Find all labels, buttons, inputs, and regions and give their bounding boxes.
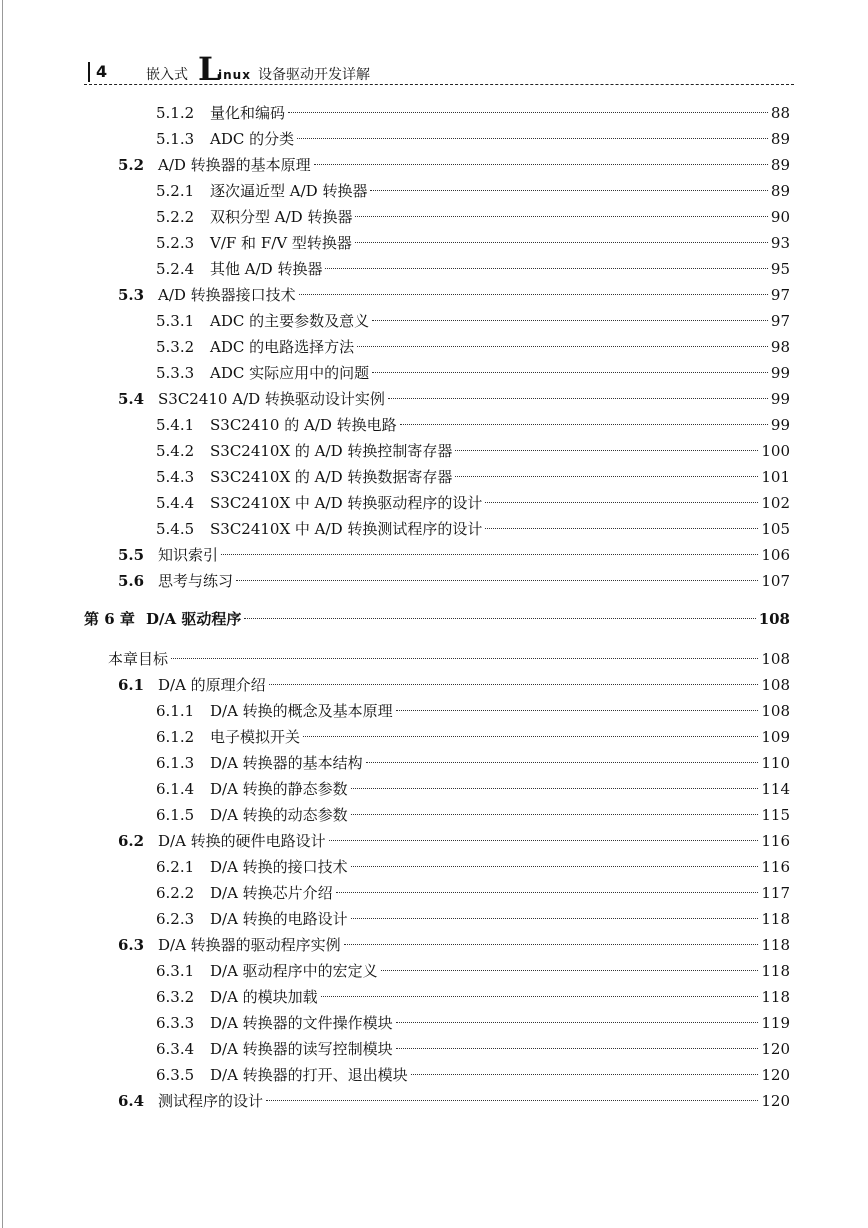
toc-entry[interactable]	[156, 726, 790, 748]
dot-leader	[266, 1100, 758, 1101]
dot-leader	[455, 476, 758, 477]
entry-number: 6.3.3	[156, 1014, 195, 1032]
entry-number: 6.1.5	[156, 806, 195, 824]
entry-page: 102	[761, 494, 790, 512]
toc-entry[interactable]	[118, 388, 790, 410]
entry-page: 99	[770, 364, 790, 382]
entry-page: 99	[770, 390, 790, 408]
entry-number: 6.1.4	[156, 780, 195, 798]
entry-title: S3C2410X 中 A/D 转换驱动程序的设计	[210, 494, 483, 512]
dot-leader	[221, 554, 758, 555]
entry-number: 6.1.3	[156, 754, 195, 772]
toc-entry[interactable]	[156, 752, 790, 774]
entry-page: 97	[770, 312, 790, 330]
entry-page: 100	[761, 442, 790, 460]
dot-leader	[314, 164, 768, 165]
dot-leader	[297, 138, 768, 139]
entry-number: 5.2	[118, 156, 145, 174]
entry-number: 5.5	[118, 546, 145, 564]
dot-leader	[355, 242, 768, 243]
toc-entry[interactable]	[156, 1038, 790, 1060]
entry-page: 95	[770, 260, 790, 278]
dot-leader	[269, 684, 759, 685]
toc-entry[interactable]	[156, 102, 790, 124]
entry-title: A/D 转换器接口技术	[158, 286, 296, 304]
entry-title: D/A 转换的硬件电路设计	[158, 832, 326, 850]
toc-entry[interactable]	[156, 128, 790, 150]
entry-page: 90	[770, 208, 790, 226]
entry-page: 108	[761, 676, 790, 694]
toc-entry[interactable]	[156, 700, 790, 722]
dot-leader	[370, 190, 767, 191]
dot-leader	[303, 736, 758, 737]
toc-entry[interactable]	[156, 492, 790, 514]
entry-title: ADC 的电路选择方法	[210, 338, 355, 356]
toc-entry[interactable]	[156, 986, 790, 1008]
dot-leader	[455, 450, 758, 451]
entry-number: 6.1	[118, 676, 145, 694]
toc-entry[interactable]	[156, 232, 790, 254]
toc-entry[interactable]	[118, 830, 790, 852]
toc-entry[interactable]	[118, 934, 790, 956]
toc-entry[interactable]	[156, 778, 790, 800]
entry-title: 本章目标	[108, 650, 169, 668]
entry-page: 110	[761, 754, 790, 772]
dot-leader	[411, 1074, 759, 1075]
entry-title: S3C2410X 的 A/D 转换数据寄存器	[210, 468, 453, 486]
entry-title: 电子模拟开关	[210, 728, 301, 746]
dot-leader	[355, 216, 767, 217]
entry-number: 6.1.2	[156, 728, 195, 746]
entry-page: 108	[761, 650, 790, 668]
entry-title: ADC 的分类	[210, 130, 295, 148]
toc-entry[interactable]	[156, 180, 790, 202]
toc-entry[interactable]	[118, 154, 790, 176]
toc-entry[interactable]	[156, 804, 790, 826]
series-name: 嵌入式	[146, 67, 188, 83]
entry-title: D/A 转换器的驱动程序实例	[158, 936, 341, 954]
entry-title: S3C2410X 中 A/D 转换测试程序的设计	[210, 520, 483, 538]
page-edge-rule	[2, 0, 3, 1228]
entry-page: 120	[761, 1092, 790, 1110]
entry-title: S3C2410 的 A/D 转换电路	[210, 416, 397, 434]
dot-leader	[244, 618, 755, 619]
dot-leader	[171, 658, 758, 659]
dot-leader	[299, 294, 768, 295]
dot-leader	[388, 398, 768, 399]
entry-page: 108	[761, 702, 790, 720]
dot-leader	[381, 970, 759, 971]
entry-page: 88	[770, 104, 790, 122]
entry-number: 5.2.2	[156, 208, 195, 226]
entry-title: D/A 转换的接口技术	[210, 858, 348, 876]
entry-title: A/D 转换器的基本原理	[158, 156, 311, 174]
toc-entry[interactable]	[156, 466, 790, 488]
dot-leader	[288, 112, 768, 113]
dot-leader	[336, 892, 759, 893]
linux-logo-letter: L	[198, 50, 221, 88]
entry-number: 5.3.1	[156, 312, 195, 330]
entry-page: 97	[770, 286, 790, 304]
entry-page: 109	[761, 728, 790, 746]
entry-title: D/A 转换器的打开、退出模块	[210, 1066, 408, 1084]
toc-entry[interactable]	[108, 648, 790, 670]
entry-title: ADC 实际应用中的问题	[210, 364, 370, 382]
dot-leader	[357, 346, 768, 347]
entry-title: D/A 转换器的文件操作模块	[210, 1014, 393, 1032]
entry-page: 118	[761, 910, 790, 928]
entry-page: 108	[758, 610, 790, 628]
dot-leader	[372, 320, 768, 321]
dot-leader	[329, 840, 759, 841]
entry-page: 105	[761, 520, 790, 538]
toc-entry[interactable]	[156, 258, 790, 280]
running-header	[84, 50, 794, 88]
entry-title: D/A 驱动程序中的宏定义	[210, 962, 378, 980]
entry-title: D/A 转换器的读写控制模块	[210, 1040, 393, 1058]
entry-number: 5.2.3	[156, 234, 195, 252]
dot-leader	[351, 814, 759, 815]
entry-page: 118	[761, 988, 790, 1006]
entry-number: 5.4.1	[156, 416, 195, 434]
entry-page: 93	[770, 234, 790, 252]
entry-page: 106	[761, 546, 790, 564]
entry-number: 5.3.3	[156, 364, 195, 382]
entry-number: 5.6	[118, 572, 145, 590]
entry-number: 5.2.4	[156, 260, 195, 278]
entry-title: D/A 的模块加载	[210, 988, 318, 1006]
entry-title: 其他 A/D 转换器	[210, 260, 323, 278]
header-bar	[88, 62, 90, 82]
entry-number: 6.3.5	[156, 1066, 195, 1084]
entry-page: 107	[761, 572, 790, 590]
entry-title: D/A 转换器的基本结构	[210, 754, 363, 772]
entry-number: 6.2.3	[156, 910, 195, 928]
toc-entry[interactable]	[156, 960, 790, 982]
page-number: 4	[96, 62, 108, 81]
entry-title: ADC 的主要参数及意义	[210, 312, 370, 330]
entry-number: 6.3.1	[156, 962, 195, 980]
entry-number: 6.3	[118, 936, 145, 954]
entry-title: 测试程序的设计	[158, 1092, 264, 1110]
entry-page: 89	[770, 182, 790, 200]
entry-number: 5.1.3	[156, 130, 195, 148]
entry-page: 99	[770, 416, 790, 434]
entry-page: 89	[770, 156, 790, 174]
book-title: 设备驱动开发详解	[258, 67, 370, 83]
entry-title: D/A 转换的静态参数	[210, 780, 348, 798]
toc-entry[interactable]	[156, 362, 790, 384]
entry-number: 5.4.4	[156, 494, 195, 512]
toc-entry[interactable]	[118, 570, 790, 592]
entry-page: 116	[761, 858, 790, 876]
entry-page: 114	[761, 780, 790, 798]
dot-leader	[396, 1048, 759, 1049]
entry-number: 6.2	[118, 832, 145, 850]
dot-leader	[236, 580, 758, 581]
entry-page: 120	[761, 1040, 790, 1058]
entry-title: D/A 转换芯片介绍	[210, 884, 333, 902]
toc-entry[interactable]	[156, 1064, 790, 1086]
entry-title: 思考与练习	[158, 572, 234, 590]
entry-number: 6.3.4	[156, 1040, 195, 1058]
entry-number: 5.1.2	[156, 104, 195, 122]
entry-title: 逐次逼近型 A/D 转换器	[210, 182, 368, 200]
toc-entry[interactable]	[156, 518, 790, 540]
entry-page: 117	[761, 884, 790, 902]
toc-entry[interactable]	[156, 1012, 790, 1034]
entry-page: 116	[761, 832, 790, 850]
dot-leader	[485, 528, 758, 529]
entry-number: 6.2.1	[156, 858, 195, 876]
toc-entry[interactable]	[118, 544, 790, 566]
toc-entry[interactable]	[156, 856, 790, 878]
dot-leader	[351, 788, 759, 789]
entry-page: 115	[761, 806, 790, 824]
entry-title: D/A 转换的动态参数	[210, 806, 348, 824]
toc-entry[interactable]	[118, 674, 790, 696]
entry-title: D/A 的原理介绍	[158, 676, 266, 694]
dot-leader	[485, 502, 758, 503]
dot-leader	[366, 762, 759, 763]
entry-title: D/A 转换的电路设计	[210, 910, 348, 928]
toc-entry[interactable]	[156, 336, 790, 358]
dot-leader	[321, 996, 759, 997]
entry-page: 118	[761, 962, 790, 980]
toc-entry[interactable]	[156, 440, 790, 462]
toc-entry[interactable]	[156, 414, 790, 436]
entry-title: 知识索引	[158, 546, 219, 564]
entry-page: 89	[770, 130, 790, 148]
entry-page: 118	[761, 936, 790, 954]
chapter-title: D/A 驱动程序	[146, 610, 242, 628]
toc-entry[interactable]	[118, 1090, 790, 1112]
toc-entry[interactable]	[156, 908, 790, 930]
dot-leader	[396, 1022, 759, 1023]
toc-entry[interactable]	[156, 882, 790, 904]
entry-number: 6.4	[118, 1092, 145, 1110]
dot-leader	[344, 944, 759, 945]
entry-page: 119	[761, 1014, 790, 1032]
entry-number: 5.3.2	[156, 338, 195, 356]
dot-leader	[325, 268, 767, 269]
entry-number: 5.4.3	[156, 468, 195, 486]
entry-title: 量化和编码	[210, 104, 286, 122]
entry-number: 6.3.2	[156, 988, 195, 1006]
entry-number: 5.4.5	[156, 520, 195, 538]
dot-leader	[400, 424, 768, 425]
entry-title: D/A 转换的概念及基本原理	[210, 702, 393, 720]
entry-number: 6.1.1	[156, 702, 195, 720]
dot-leader	[396, 710, 759, 711]
entry-number: 5.4	[118, 390, 145, 408]
dot-leader	[351, 918, 759, 919]
entry-title: S3C2410 A/D 转换驱动设计实例	[158, 390, 385, 408]
entry-number: 6.2.2	[156, 884, 195, 902]
entry-page: 101	[761, 468, 790, 486]
entry-title: 双积分型 A/D 转换器	[210, 208, 353, 226]
entry-title: S3C2410X 的 A/D 转换控制寄存器	[210, 442, 453, 460]
linux-logo-text: inux	[218, 68, 251, 82]
entry-number: 5.4.2	[156, 442, 195, 460]
entry-number: 5.3	[118, 286, 145, 304]
entry-page: 98	[770, 338, 790, 356]
dot-leader	[372, 372, 768, 373]
chapter-number: 第 6 章	[84, 610, 135, 628]
entry-page: 120	[761, 1066, 790, 1084]
toc-entry[interactable]	[118, 284, 790, 306]
entry-title: V/F 和 F/V 型转换器	[210, 234, 352, 252]
entry-number: 5.2.1	[156, 182, 195, 200]
toc-entry[interactable]	[156, 310, 790, 332]
dot-leader	[351, 866, 759, 867]
toc-chapter-entry[interactable]	[84, 608, 790, 630]
toc-entry[interactable]	[156, 206, 790, 228]
